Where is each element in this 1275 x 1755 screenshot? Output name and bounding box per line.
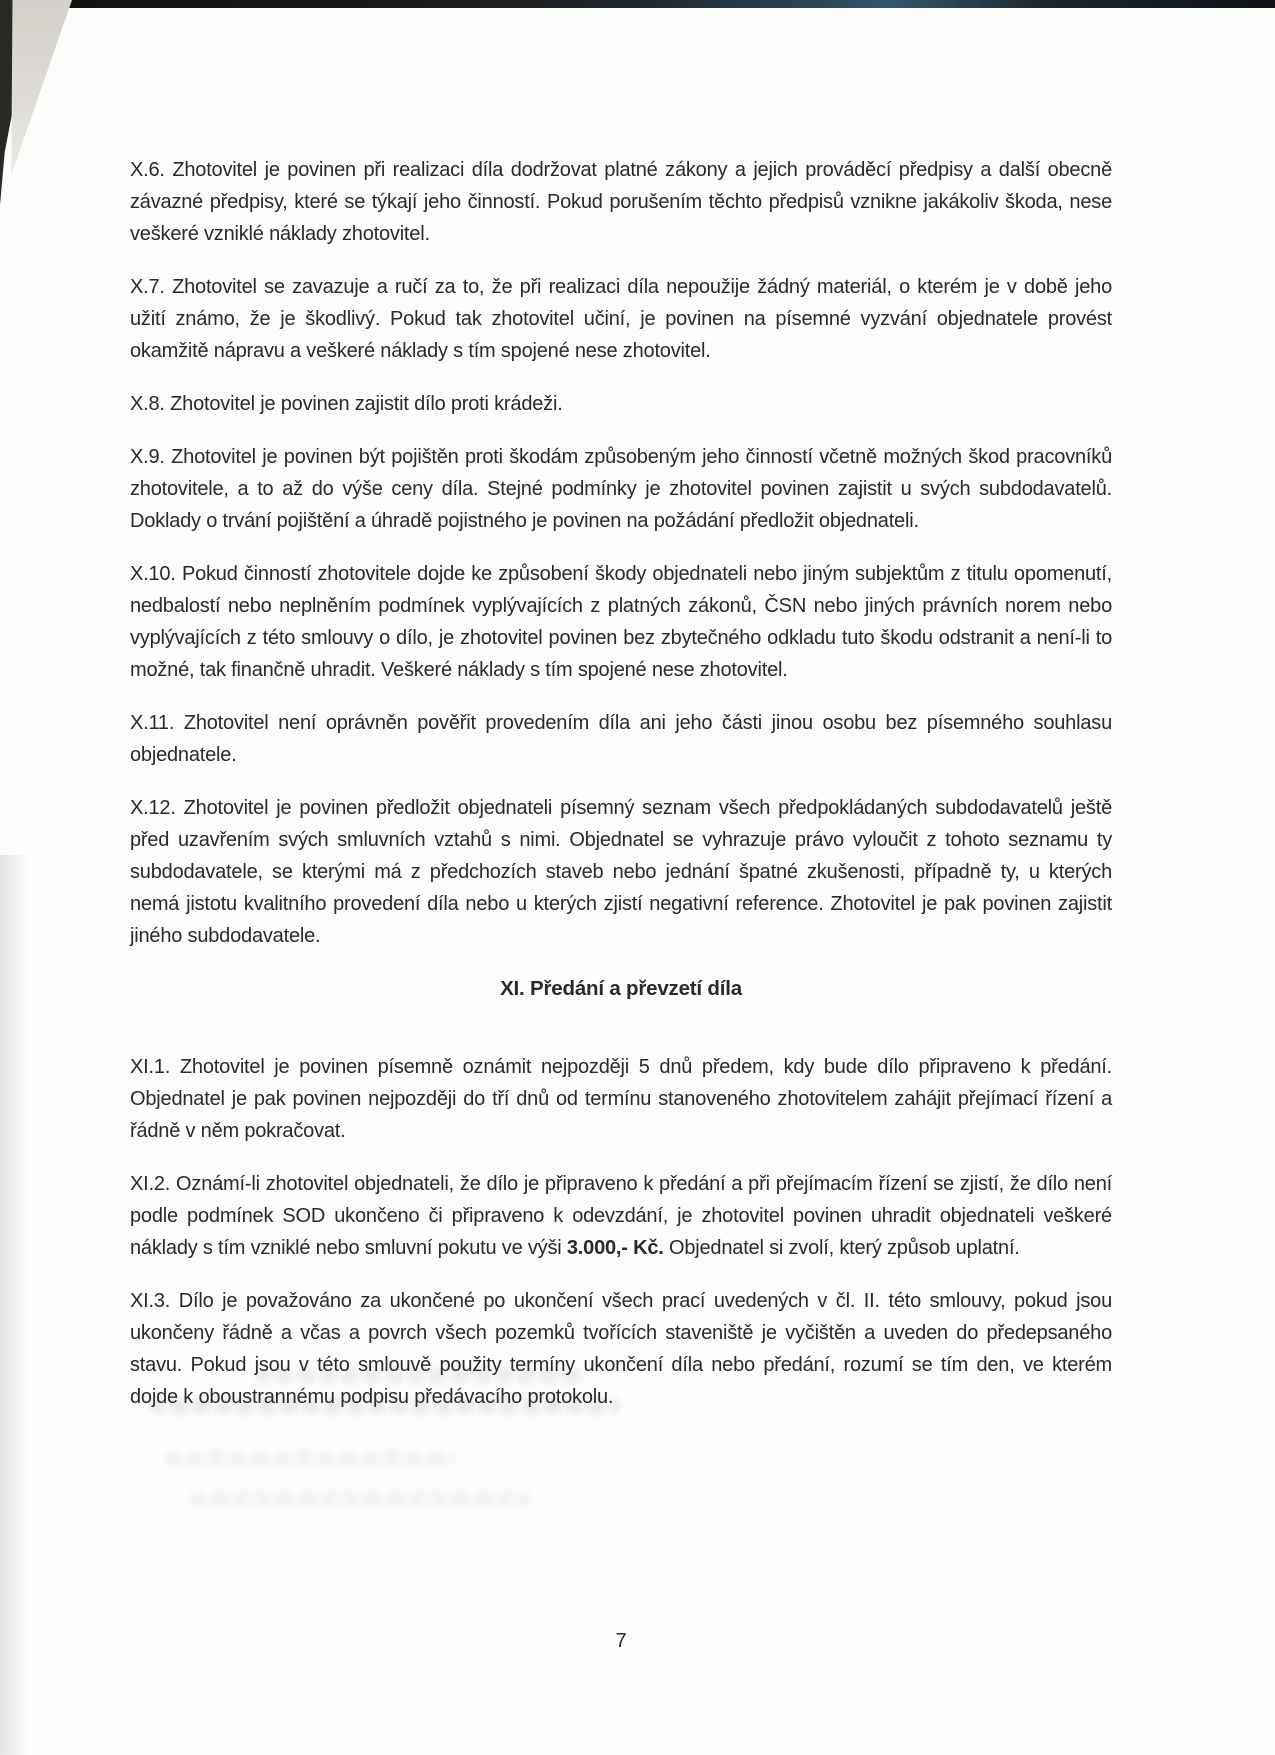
paragraph-text: Dílo je považováno za ukončené po ukončení všech prací uvedených v čl. II. této smlouvy, pokud jsou ukončeny řádně a včas a povrch všech pozemků tvořících staveniště je vyčištěn a uveden do předepsaného stavu. Pokud jsou v této smlouvě použity termíny ukončení díla nebo předání, rozumí se tím den, ve kterém dojde k oboustrannému podpisu předávacího protokolu.	[130, 1290, 1113, 1408]
paragraph-text: Zhotovitel se zavazuje a ručí za to, že při realizaci díla nepoužije žádný materiál, o kterém je v době jeho užití známo, že je škodlivý. Pokud tak zhotovitel učiní, je povinen na písemné vyzvání objednatele provést okamžitě nápravu a veškeré náklady s tím spojené nese zhotovitel.	[130, 276, 1113, 362]
page-number: 7	[615, 1630, 627, 1652]
paragraph-xi3	[130, 1285, 1112, 1413]
paragraph-text: Zhotovitel je povinen zajistit dílo proti krádeži.	[170, 393, 563, 415]
paragraph-number: XI.1.	[130, 1056, 171, 1078]
paragraph-text: Zhotovitel není oprávněn pověřit provedením díla ani jeho části jinou osobu bez písemného souhlasu objednatele.	[130, 712, 1112, 766]
paragraph-number: XI.3.	[130, 1290, 171, 1312]
section-xi-heading: XI. Předání a převzetí díla	[500, 977, 742, 1000]
scan-left-edge-shadow	[0, 855, 30, 1755]
bleed-through-text-artifact	[190, 1492, 530, 1505]
paragraph-number: X.12.	[130, 797, 176, 819]
paragraph-number: X.8.	[130, 393, 165, 415]
paragraph-number: XI.2.	[130, 1173, 171, 1195]
penalty-amount: 3.000,- Kč.	[566, 1237, 664, 1259]
paragraph-number: X.10.	[130, 563, 176, 585]
paragraph-x7	[130, 271, 1112, 367]
paragraph-number: X.11.	[130, 712, 175, 734]
bleed-through-text-artifact	[165, 1452, 455, 1465]
paragraph-text: Zhotovitel je povinen při realizaci díla dodržovat platné zákony a jejich prováděcí předpisy a další obecně závazné předpisy, které se týkají jeho činností. Pokud porušením těchto předpisů vznikne jakákoliv škoda, nese veškeré vzniklé náklady zhotovitel.	[130, 159, 1113, 245]
paragraph-x9	[130, 441, 1112, 537]
paragraph-text: Oznámí-li zhotovitel objednateli, že dílo je připraveno k předání a při přejímacím řízení se zjistí, že dílo není podle podmínek SOD ukončeno či připraveno k odevzdání, je zhotovitel povinen uhradit objednateli veškeré náklady s tím vzniklé nebo smluvní pokutu ve výši	[130, 1173, 1113, 1259]
scan-edge-top-artifact	[0, 0, 1275, 8]
paragraph-text: Zhotovitel je povinen předložit objednateli písemný seznam všech předpokládaných subdodavatelů ještě před uzavřením svých smluvních vztahů s nimi. Objednatel se vyhrazuje právo vyloučit z tohoto seznamu ty subdodavatele, se kterými má z předchozích staveb nebo jednání špatné zkušenosti, případně ty, u kterých nemá jistotu kvalitního provedení díla nebo u kterých zjistí negativní reference. Zhotovitel je pak povinen zajistit jiného subdodavatele.	[130, 797, 1113, 947]
paragraph-xi2	[130, 1168, 1112, 1264]
paragraph-text: Zhotovitel je povinen písemně oznámit nejpozději 5 dnů předem, kdy bude dílo připraveno k předání. Objednatel je pak povinen nejpozději do tří dnů od termínu stanoveného zhotovitelem zahájit přejímací řízení a řádně v něm pokračovat.	[130, 1056, 1112, 1142]
paragraph-number: X.7.	[130, 276, 165, 298]
paragraph-x6	[130, 154, 1112, 250]
paragraph-x8	[130, 388, 1112, 420]
paragraph-x11	[130, 707, 1112, 771]
paragraph-text: Pokud činností zhotovitele dojde ke způsobení škody objednateli nebo jiným subjektům z titulu opomenutí, nedbalostí nebo neplněním podmínek vyplývajících z platných zákonů, ČSN nebo jiných právních norem nebo vyplývajících z této smlouvy o dílo, je zhotovitel povinen bez zbytečného odkladu tuto škodu odstranit a není-li to možné, tak finančně uhradit. Veškeré náklady s tím spojené nese zhotovitel.	[130, 563, 1112, 681]
paragraph-x12	[130, 792, 1112, 952]
paragraph-text: Objednatel si zvolí, který způsob uplatní.	[668, 1237, 1020, 1259]
paragraph-xi1	[130, 1051, 1112, 1147]
paragraph-x10	[130, 558, 1112, 686]
paragraph-text: Zhotovitel je povinen být pojištěn proti škodám způsobeným jeho činností včetně možných škod pracovníků zhotovitele, a to až do výše ceny díla. Stejné podmínky je zhotovitel povinen zajistit u svých subdodavatelů. Doklady o trvání pojištění a úhradě pojistného je povinen na požádání předložit objednateli.	[130, 446, 1112, 532]
paragraph-number: X.6.	[130, 159, 165, 181]
scan-corner-paper-edge-artifact	[10, 0, 72, 175]
paragraph-number: X.9.	[130, 446, 165, 468]
document-body	[130, 154, 1112, 1434]
